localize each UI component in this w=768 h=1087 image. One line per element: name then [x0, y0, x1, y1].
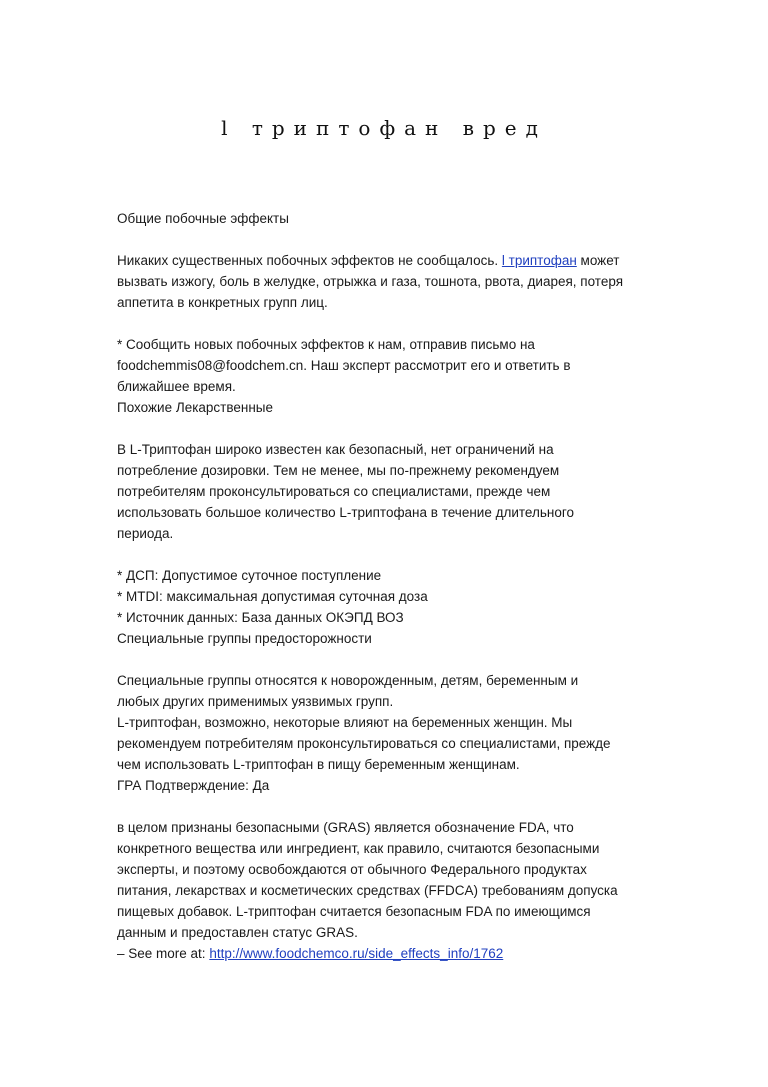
list-item: * Источник данных: База данных ОКЭПД ВОЗ	[117, 610, 404, 625]
paragraph-line: использовать большое количество L-триптофана в течение длительного	[117, 505, 574, 520]
document-body	[117, 208, 677, 964]
tryptophan-link[interactable]: l триптофан	[501, 253, 577, 268]
paragraph-line: L-триптофан, возможно, некоторые влияют на беременных женщин. Мы	[117, 715, 573, 730]
paragraph-line: аппетита в конкретных групп лиц.	[117, 295, 328, 310]
section-heading-side-effects: Общие побочные эффекты	[117, 211, 289, 226]
paragraph-line: питания, лекарствах и косметических средствах (FFDCA) требованиям допуска	[117, 883, 618, 898]
paragraph-line: любых других применимых уязвимых групп.	[117, 694, 394, 709]
list-item: * ДСП: Допустимое суточное поступление	[117, 568, 382, 583]
paragraph-line: потребление дозировки. Тем не менее, мы по-прежнему рекомендуем	[117, 463, 560, 478]
paragraph-line: * Сообщить новых побочных эффектов к нам, отправив письмо на	[117, 337, 535, 352]
paragraph-line: Специальные группы относятся к новорожденным, детям, беременным и	[117, 673, 579, 688]
paragraph-line: потребителям проконсультироваться со специалистами, прежде чем	[117, 484, 551, 499]
paragraph-line: Никаких существенных побочных эффектов не сообщалось. l триптофан может	[117, 253, 620, 268]
section-heading-gras: ГРА Подтверждение: Да	[117, 778, 270, 793]
list-item: * MTDI: максимальная допустимая суточная доза	[117, 589, 428, 604]
source-url-link[interactable]: http://www.foodchemco.ru/side_effects_info/1762	[209, 946, 504, 961]
paragraph-line: ближайшее время.	[117, 379, 236, 394]
paragraph-line: пищевых добавок. L-триптофан считается безопасным FDA по имеющимся	[117, 904, 591, 919]
paragraph-line: вызвать изжогу, боль в желудке, отрыжка и газа, тошнота, рвота, диарея, потеря	[117, 274, 624, 289]
paragraph-line: в целом признаны безопасными (GRAS) является обозначение FDA, что	[117, 820, 574, 835]
paragraph-line: конкретного вещества или ингредиент, как правило, считаются безопасными	[117, 841, 600, 856]
paragraph-line: эксперты, и поэтому освобождаются от обычного Федерального продуктах	[117, 862, 587, 877]
paragraph-line: рекомендуем потребителям проконсультироваться со специалистами, прежде	[117, 736, 611, 751]
paragraph-line: foodchemmis08@foodchem.cn. Наш эксперт рассмотрит его и ответить в	[117, 358, 571, 373]
section-heading-special-groups: Специальные группы предосторожности	[117, 631, 372, 646]
paragraph-line: периода.	[117, 526, 174, 541]
document-title: l триптофан вред	[221, 116, 547, 140]
paragraph-line: В L-Триптофан широко известен как безопасный, нет ограничений на	[117, 442, 554, 457]
section-heading-similar-drugs: Похожие Лекарственные	[117, 400, 274, 415]
source-line: – See more at: http://www.foodchemco.ru/side_effects_info/1762	[117, 946, 504, 961]
paragraph-line: данным и предоставлен статус GRAS.	[117, 925, 358, 940]
paragraph-line: чем использовать L-триптофан в пищу беременным женщинам.	[117, 757, 520, 772]
